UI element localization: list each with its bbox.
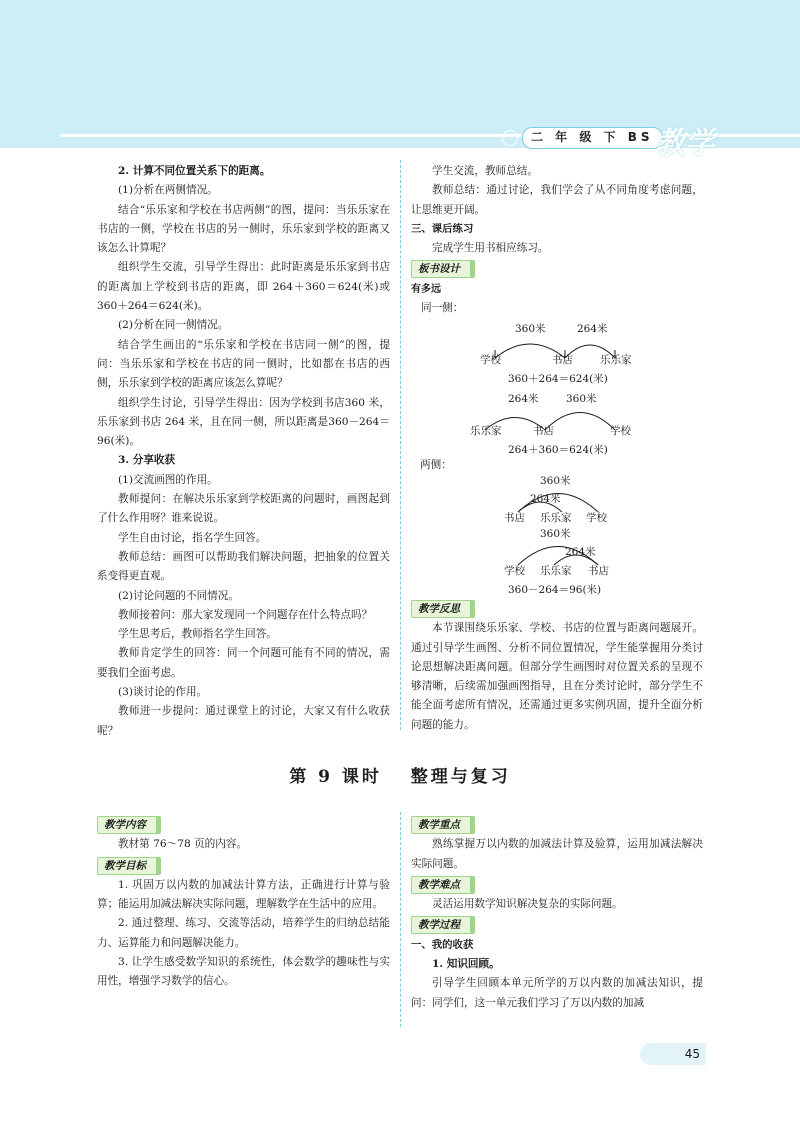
column-divider <box>400 160 401 730</box>
grade-label: 二 年 级 下 BS <box>522 127 663 149</box>
board-title: 有多远 <box>411 283 441 295</box>
page-number: 45 <box>640 1043 706 1065</box>
left-paragraph: 结合“乐乐家和学校在书店两侧”的图，提问：当乐乐家在书店的一侧，学校在书店的另一侧时，乐乐家到学校的距离又该怎么计算呢？ <box>97 203 390 255</box>
right-paragraph: 三、课后练习 <box>411 222 474 235</box>
d1-equation: 360＋264＝624(米) <box>508 373 608 385</box>
d4-place-2: 乐乐家 <box>540 565 572 577</box>
d4-label-a: 360米 <box>540 528 571 540</box>
d1-place-2: 书店 <box>552 354 573 366</box>
left-paragraph: 教师进一步提问：通过课堂上的讨论，大家又有什么收获呢？ <box>97 705 390 737</box>
d2-place-3: 学校 <box>610 425 631 437</box>
goal-tag: 教学目标 <box>97 857 161 875</box>
lower-left-column <box>97 814 390 992</box>
left-paragraph: 结合学生画出的“乐乐家和学校在书店同一侧”的图，提问：当乐乐家和学校在书店的同一侧时，比如都在书店的西侧，乐乐家到学校的距离应该怎么算呢？ <box>97 338 390 390</box>
reflection-text: 本节课围绕乐乐家、学校、书店的位置与距离问题展开。通过引导学生画图、分析不同位置情况，学生能掌握用分类讨论思想解决距离问题。但部分学生画图时对位置关系的呈现不够清晰，后续需加强画图指导，且在分类讨论时，部分学生不能全面考虑所有情况，还需通过更多实例巩固，提升全面分析问题的能力。 <box>411 622 703 731</box>
right-paragraph: 教师总结：通过讨论，我们学会了从不同角度考虑问题，让思维更开阔。 <box>411 184 703 216</box>
board-diagrams <box>440 310 690 610</box>
process-text: 引导学生回顾本单元所学的万以内数的加减法知识，提问：同学们，这一单元我们学习了万以内数的加减 <box>411 977 703 1009</box>
content-tag: 教学内容 <box>97 816 161 834</box>
d4-label-b: 264米 <box>565 546 596 558</box>
left-paragraph: 学生自由讨论，指名学生回答。 <box>118 531 267 544</box>
d1-place-1: 学校 <box>480 354 501 366</box>
d3-place-3: 学校 <box>586 512 607 524</box>
d2-label-a: 264米 <box>508 393 539 405</box>
goal-2: 2. 通过整理、练习、交流等活动，培养学生的归纳总结能力、运算能力和问题解决能力。 <box>97 917 390 949</box>
key-tag: 教学重点 <box>411 816 475 834</box>
content-text: 教材第 76～78 页的内容。 <box>118 838 248 851</box>
right-paragraph: 学生交流，教师总结。 <box>432 165 538 177</box>
left-column <box>97 162 390 741</box>
difficulty-tag: 教学难点 <box>411 876 475 894</box>
difficulty-text: 灵活运用数学知识解决复杂的实际问题。 <box>432 898 623 911</box>
left-paragraph: 2. 计算不同位置关系下的距离。 <box>118 165 271 177</box>
left-paragraph: 组织学生交流，引导学生得出：此时距离是乐乐家到书店的距离加上学校到书店的距离，即 264＋360＝624(米)或 360＋264＝624(米)。 <box>97 261 390 313</box>
book-logo: 教学 <box>655 126 715 161</box>
left-paragraph: (2)讨论问题的不同情况。 <box>118 589 239 602</box>
left-paragraph: 教师提问：在解决乐乐家到学校距离的问题时，画图起到了什么作用呀？谁来说说。 <box>97 493 390 525</box>
left-paragraph: 学生思考后，教师指名学生回答。 <box>118 628 277 641</box>
d1-place-3: 乐乐家 <box>600 354 632 366</box>
same-side-label: 同一侧： <box>421 302 464 315</box>
left-paragraph: (3)谈讨论的作用。 <box>118 686 208 699</box>
d3-place-1: 书店 <box>504 512 525 524</box>
goal-1: 1. 巩固万以内数的加减法计算方法，正确进行计算与验算；能运用加减法解决实际问题，理解数学在生活中的应用。 <box>97 878 390 911</box>
lesson-title: 第 9 课时 整理与复习 <box>289 767 511 787</box>
arc-d2b <box>545 413 615 431</box>
left-paragraph: 组织学生讨论，引导学生得出：因为学校到书店360 米，乐乐家到书店 264 米，且在同一侧，所以距离是360－264＝96(米)。 <box>97 396 390 448</box>
goal-3: 3. 让学生感受数学知识的系统性，体会数学的趣味性与实用性，增强学习数学的信心。 <box>97 956 390 988</box>
d1-label-b: 264米 <box>577 323 608 335</box>
d4-place-3: 书店 <box>588 565 609 577</box>
d3-place-2: 乐乐家 <box>540 512 572 524</box>
key-text: 熟练掌握万以内数的加减法计算及验算，运用加减法解决实际问题。 <box>411 838 703 870</box>
d3-label-a: 360米 <box>540 475 571 487</box>
decor-circle <box>502 130 518 146</box>
left-paragraph: (1)分析在两侧情况。 <box>118 184 218 197</box>
left-paragraph: (2)分析在同一侧情况。 <box>118 319 229 332</box>
left-paragraph: 教师接着问：那大家发现同一个问题存在什么特点吗？ <box>118 608 373 621</box>
right-column <box>411 162 703 318</box>
d2-place-1: 乐乐家 <box>470 425 502 437</box>
column-divider <box>400 812 401 1027</box>
d2-equation: 264＋360＝624(米) <box>508 444 608 456</box>
left-paragraph: 教师肯定学生的回答：同一个问题可能有不同的情况，需要我们全面考虑。 <box>97 647 390 679</box>
subsection-heading: 1. 知识回顾。 <box>432 958 500 971</box>
left-paragraph: (1)交流画图的作用。 <box>118 473 218 486</box>
d1-label-a: 360米 <box>515 323 546 335</box>
d2-label-b: 360米 <box>566 393 597 405</box>
left-paragraph: 教师总结：画图可以帮助我们解决问题，把抽象的位置关系变得更直观。 <box>97 550 390 583</box>
process-tag: 教学过程 <box>411 916 475 934</box>
right-paragraph: 完成学生用书相应练习。 <box>432 242 549 255</box>
d4-place-1: 学校 <box>504 565 525 577</box>
left-paragraph: 3. 分享收获 <box>118 454 176 467</box>
d3-label-b: 264米 <box>530 493 561 505</box>
section-heading: 一、我的收获 <box>411 938 474 951</box>
d2-place-2: 书店 <box>533 425 554 437</box>
lower-right-column <box>411 814 703 1013</box>
reflection-tag: 教学反思 <box>411 600 475 618</box>
d4-equation: 360－264＝96(米) <box>508 584 602 596</box>
reflection-block <box>411 598 703 735</box>
board-design-tag: 板书设计 <box>411 260 475 278</box>
two-sides-label: 两侧： <box>420 459 452 471</box>
